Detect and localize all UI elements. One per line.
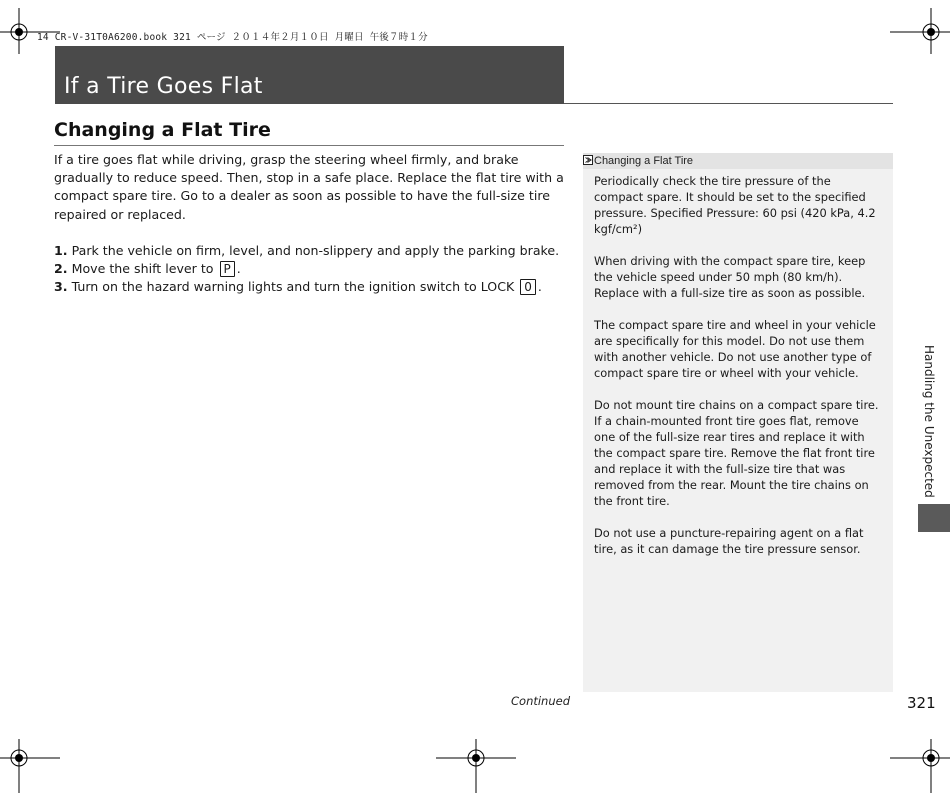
section-title: If a Tire Goes Flat (64, 74, 263, 99)
crop-mark-bottom-left-icon (0, 737, 60, 793)
step-text: Turn on the hazard warning lights and turn the ignition switch to LOCK (71, 279, 515, 295)
step-item (54, 242, 566, 260)
side-note-paragraph: Periodically check the tire pressure of the compact spare. It should be set to the specified pressure. Specified Pressure: 60 psi (420 kPa, 4.2 kgf/cm²) (594, 174, 876, 236)
step-text: Park the vehicle on firm, level, and non-slippery and apply the parking brake. (71, 242, 560, 258)
ignition-lock-0-key: 0 (520, 279, 536, 295)
side-note-paragraph: When driving with the compact spare tire, keep the vehicle speed under 50 mph (80 km/h). Replace with a full-size tire as soon as possible. (594, 254, 866, 300)
crop-mark-bottom-center-icon (436, 737, 516, 793)
step-text-end: . (537, 279, 542, 295)
section-banner (55, 46, 564, 104)
crop-mark-top-left-icon (0, 8, 60, 58)
reference-arrow-icon (583, 154, 593, 170)
side-note-body (583, 169, 893, 557)
continued-label: Continued (511, 694, 571, 708)
banner-rule (564, 103, 893, 104)
side-note-panel (583, 153, 893, 692)
shift-position-p-key: P (220, 261, 235, 277)
subsection-rule (54, 145, 564, 146)
step-item (54, 260, 566, 278)
step-number: 1. (54, 242, 68, 258)
subsection-title: Changing a Flat Tire (54, 119, 271, 141)
side-note-paragraph: Do not use a puncture-repairing agent on a flat tire, as it can damage the tire pressure sensor. (594, 526, 864, 556)
chapter-thumb-tab (918, 504, 950, 532)
step-number: 2. (54, 261, 68, 277)
chapter-thumb-label: Handling the Unexpected (922, 345, 936, 498)
main-body (54, 151, 566, 296)
step-number: 3. (54, 279, 68, 295)
crop-mark-bottom-right-icon (890, 737, 950, 793)
steps-list (54, 242, 566, 297)
side-note-heading-text: Changing a Flat Tire (594, 155, 694, 167)
file-header: 14 CR-V-31T0A6200.book 321 ページ ２０１４年２月１０日 月曜日 午後７時１分 (37, 32, 428, 43)
side-note-paragraph: Do not mount tire chains on a compact spare tire. If a chain-mounted front tire goes flat, remove one of the full-size rear tires and replace it with the compact spare tire. Remove the flat front tire and replace it with the full-size tire that was removed from the rear. Mount the tire chains on the front tire. (594, 398, 879, 508)
step-item (54, 278, 566, 296)
step-text-end: . (236, 261, 241, 277)
page-number: 321 (907, 694, 936, 712)
side-note-paragraph: The compact spare tire and wheel in your vehicle are specifically for this model. Do not use them with another vehicle. Do not use another type of compact spare tire or wheel with your vehicle. (594, 318, 876, 380)
side-note-heading (583, 153, 893, 169)
crop-mark-top-right-icon (890, 8, 950, 58)
step-text: Move the shift lever to (71, 261, 214, 277)
intro-paragraph: If a tire goes flat while driving, grasp the steering wheel firmly, and brake gradually to reduce speed. Then, stop in a safe place. Replace the flat tire with a compact spare tire. Go to a dealer as soon as possible to have the full-size tire repaired or replaced. (54, 152, 564, 222)
